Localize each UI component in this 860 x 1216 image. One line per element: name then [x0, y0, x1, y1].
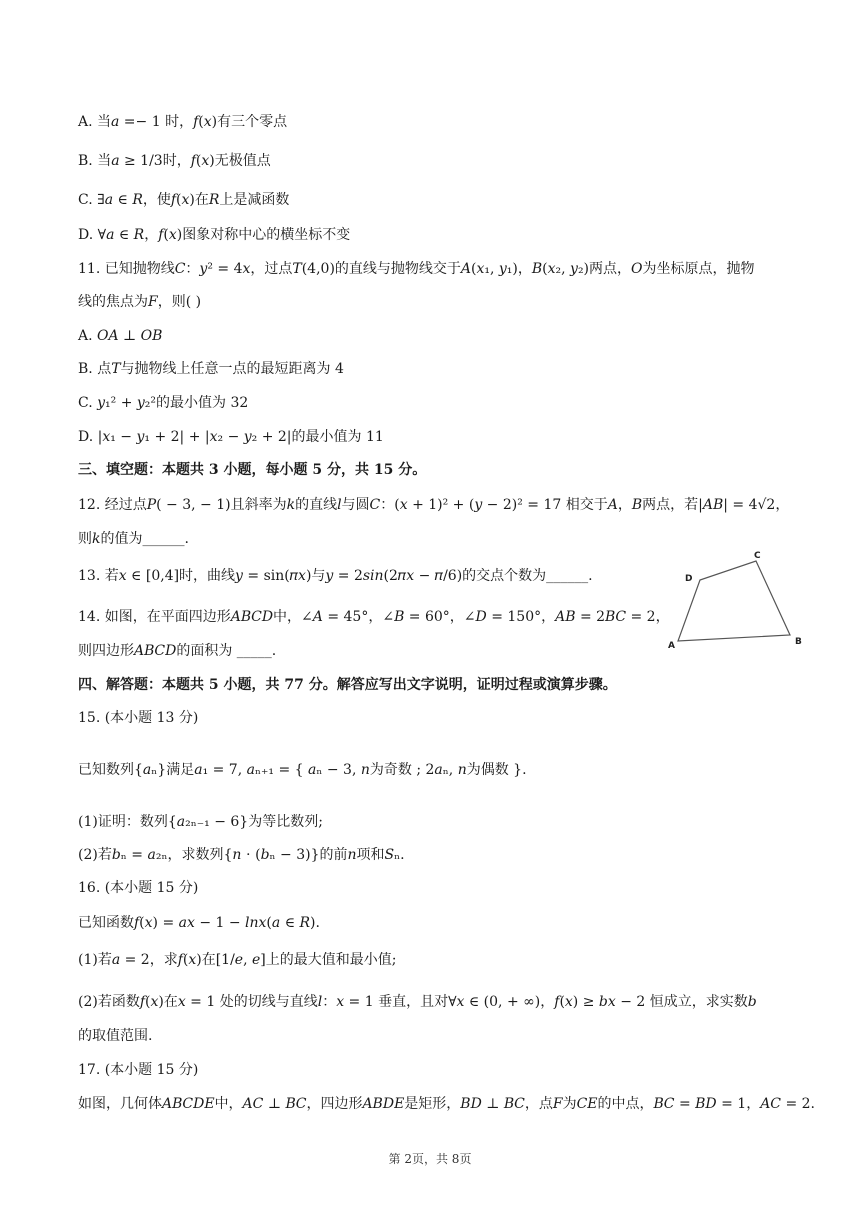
q16-stem: 已知函数𝑓(𝑥) = 𝑎𝑥 − 1 − 𝑙𝑛𝑥(𝑎 ∈ 𝑅).	[78, 915, 320, 931]
q16-header: 16. (本小题 15 分)	[78, 880, 199, 896]
q11-stem-line2: 线的焦点为𝐹，则( )	[78, 294, 202, 310]
q10-option-c: C. ∃𝑎 ∈ 𝑅，使𝑓(𝑥)在𝑅上是减函数	[78, 192, 290, 208]
q14-line1: 14. 如图，在平面四边形𝐴𝐵𝐶𝐷中，∠𝐴 = 45°，∠𝐵 = 60°，∠𝐷 = 150°，𝐴𝐵 = 2𝐵𝐶 = 2，	[78, 609, 670, 625]
q11-option-a: A. 𝑂𝐴 ⊥ 𝑂𝐵	[78, 328, 163, 344]
q11-option-b: B. 点𝑇与抛物线上任意一点的最短距离为 4	[78, 361, 344, 377]
vertex-label-a: A	[668, 641, 675, 651]
q17-header: 17. (本小题 15 分)	[78, 1062, 199, 1078]
vertex-label-c: C	[754, 551, 761, 561]
q11-option-d: D. |𝑥₁ − 𝑦₁ + 2| + |𝑥₂ − 𝑦₂ + 2|的最小值为 11	[78, 429, 384, 445]
q16-part1: (1)若𝑎 = 2，求𝑓(𝑥)在[1/𝑒, 𝑒]上的最大值和最小值;	[78, 952, 397, 968]
q12-line2: 则𝑘的值为______.	[78, 531, 189, 547]
q13: 13. 若𝑥 ∈ [0,4]时，曲线𝑦 = sin(𝜋𝑥)与𝑦 = 2𝑠𝑖𝑛(2𝜋𝑥 − 𝜋/6)的交点个数为______.	[78, 568, 593, 584]
vertex-label-d: D	[685, 574, 693, 584]
section-4-heading: 四、解答题：本题共 5 小题，共 77 分。解答应写出文字说明，证明过程或演算步骤。	[78, 677, 617, 693]
section-3-heading: 三、填空题：本题共 3 小题，每小题 5 分，共 15 分。	[78, 462, 427, 478]
quadrilateral-abcd	[678, 561, 790, 641]
q12-line1: 12. 经过点𝑃( − 3, − 1)且斜率为𝑘的直线𝑙与圆𝐶：(𝑥 + 1)² + (𝑦 − 2)² = 17 相交于𝐴，𝐵两点，若|𝐴𝐵| = 4√2，	[78, 497, 790, 513]
q15-header: 15. (本小题 13 分)	[78, 710, 199, 726]
q15-part1: (1)证明：数列{𝑎₂ₙ₋₁ − 6}为等比数列;	[78, 814, 323, 830]
q17-stem: 如图，几何体𝐴𝐵𝐶𝐷𝐸中，𝐴𝐶 ⊥ 𝐵𝐶，四边形𝐴𝐵𝐷𝐸是矩形，𝐵𝐷 ⊥ 𝐵𝐶，点𝐹为𝐶𝐸的中点，𝐵𝐶 = 𝐵𝐷 = 1，𝐴𝐶 = 2.	[78, 1096, 816, 1112]
page-footer: 第 2页，共 8页	[388, 1152, 472, 1166]
quadrilateral-figure	[664, 548, 812, 652]
q16-part2-line1: (2)若函数𝑓(𝑥)在𝑥 = 1 处的切线与直线𝑙：𝑥 = 1 垂直，且对∀𝑥 ∈ (0, + ∞)，𝑓(𝑥) ≥ 𝑏𝑥 − 2 恒成立，求实数𝑏	[78, 994, 757, 1010]
q10-option-a: A. 当𝑎 =− 1 时，𝑓(𝑥)有三个零点	[78, 114, 288, 130]
q15-stem: 已知数列{𝑎ₙ}满足𝑎₁ = 7, 𝑎ₙ₊₁ = { 𝑎ₙ − 3, 𝑛为奇数 ; 2𝑎ₙ, 𝑛为偶数 }.	[78, 762, 527, 778]
vertex-label-b: B	[795, 637, 802, 647]
q14-line2: 则四边形𝐴𝐵𝐶𝐷的面积为 _____.	[78, 643, 277, 659]
q11-option-c: C. 𝑦₁² + 𝑦₂²的最小值为 32	[78, 395, 249, 411]
q10-option-b: B. 当𝑎 ≥ 1/3时，𝑓(𝑥)无极值点	[78, 153, 271, 169]
q15-part2: (2)若𝑏ₙ = 𝑎₂ₙ，求数列{𝑛 ⋅ (𝑏ₙ − 3)}的前𝑛项和𝑆ₙ.	[78, 847, 405, 863]
q11-stem-line1: 11. 已知抛物线𝐶：𝑦² = 4𝑥，过点𝑇(4,0)的直线与抛物线交于𝐴(𝑥₁, 𝑦₁)，𝐵(𝑥₂, 𝑦₂)两点，𝑂为坐标原点，抛物	[78, 261, 755, 277]
q16-part2-line2: 的取值范围.	[78, 1028, 153, 1044]
q10-option-d: D. ∀𝑎 ∈ 𝑅，𝑓(𝑥)图象对称中心的横坐标不变	[78, 227, 351, 243]
